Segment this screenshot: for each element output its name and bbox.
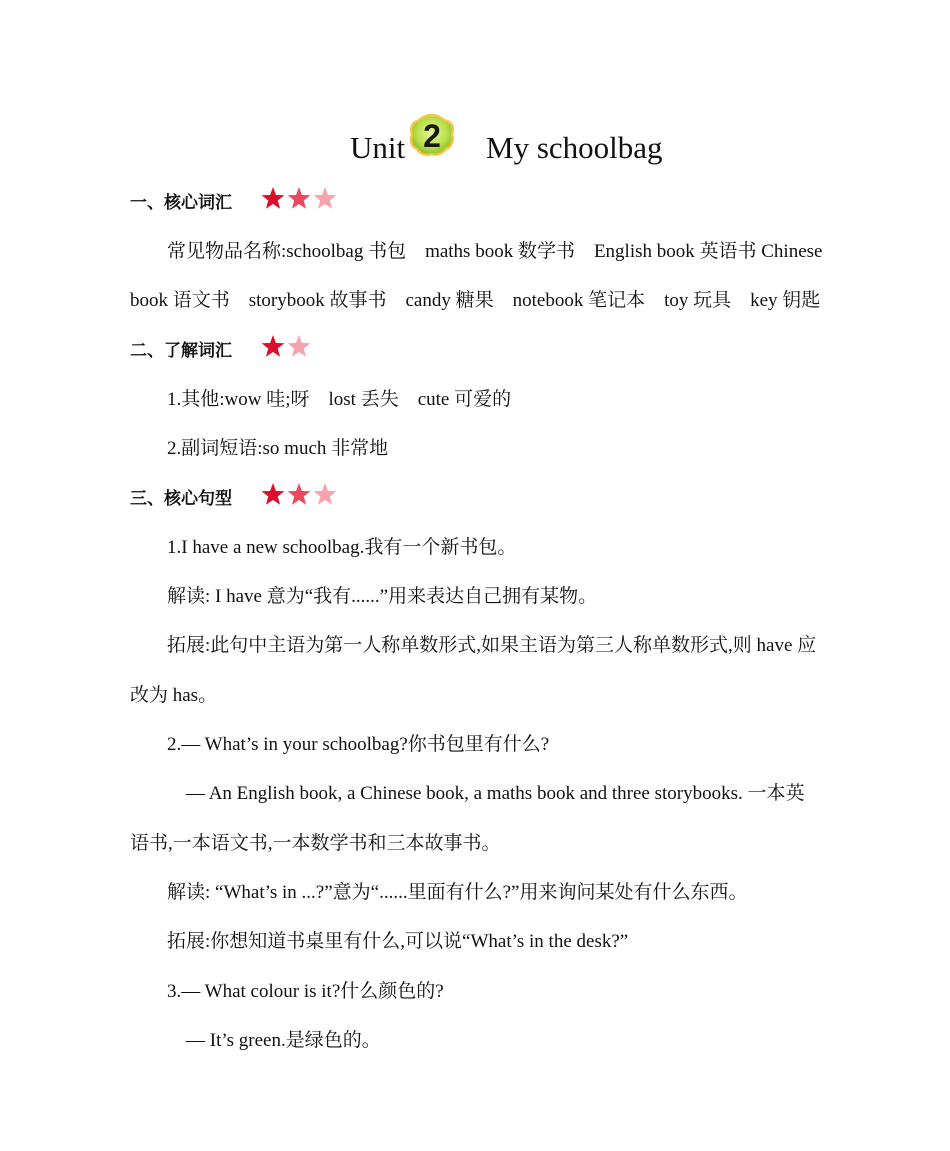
section-heading-vocabulary — [130, 191, 232, 215]
section-heading-text: 三、核心句型 — [130, 489, 232, 509]
text-line: 2.— What’s in your schoolbag?你书包里有什么? — [167, 734, 550, 755]
section-heading-extra-vocabulary — [130, 339, 232, 363]
text-line: 解读: I have 意为“我有......”用来表达自己拥有某物。 — [167, 586, 598, 607]
text-line: — It’s green.是绿色的。 — [186, 1030, 381, 1051]
rating-stars-extra-vocabulary — [260, 334, 340, 360]
text-line: book 语文书 storybook 故事书 candy 糖果 notebook 笔记本 toy 玩具 key 钥匙 — [130, 290, 821, 311]
text-line: — An English book, a Chinese book, a maths book and three storybooks. 一本英 — [186, 783, 805, 804]
text-line: 解读: “What’s in ...?”意为“......里面有什么?”用来询问某处有什么东西。 — [167, 882, 748, 903]
rating-stars-core-vocabulary — [260, 186, 340, 212]
text-line: 3.— What colour is it?什么颜色的? — [167, 981, 444, 1002]
star-icon — [288, 483, 311, 505]
star-icon — [314, 187, 337, 209]
unit-number-badge — [408, 112, 456, 158]
text-line: 拓展:此句中主语为第一人称单数形式,如果主语为第三人称单数形式,则 have 应 — [167, 635, 817, 656]
section-heading-text: 一、核心词汇 — [130, 193, 232, 213]
text-line: 语书,一本语文书,一本数学书和三本故事书。 — [130, 833, 501, 854]
star-icon — [262, 187, 285, 209]
text-line: 1.其他:wow 哇;呀 lost 丢失 cute 可爱的 — [167, 389, 512, 410]
star-icon — [262, 335, 285, 357]
section-heading-text: 二、了解词汇 — [130, 341, 232, 361]
text-line: 拓展:你想知道书桌里有什么,可以说“What’s in the desk?” — [167, 931, 629, 952]
star-icon — [262, 483, 285, 505]
rating-stars-sentence-patterns — [260, 482, 340, 508]
text-line: 改为 has。 — [130, 685, 218, 706]
section-heading-sentence-patterns — [130, 487, 232, 511]
star-icon — [288, 187, 311, 209]
text-line: 常见物品名称:schoolbag 书包 maths book 数学书 English book 英语书 Chinese — [167, 241, 823, 262]
unit-number: 2 — [423, 118, 441, 154]
text-line: 1.I have a new schoolbag.我有一个新书包。 — [167, 537, 517, 558]
star-icon — [288, 335, 311, 357]
title-unit: Unit — [350, 130, 406, 165]
text-line: 2.副词短语:so much 非常地 — [167, 438, 389, 459]
star-icon — [314, 483, 337, 505]
title-name: My schoolbag — [486, 130, 663, 165]
